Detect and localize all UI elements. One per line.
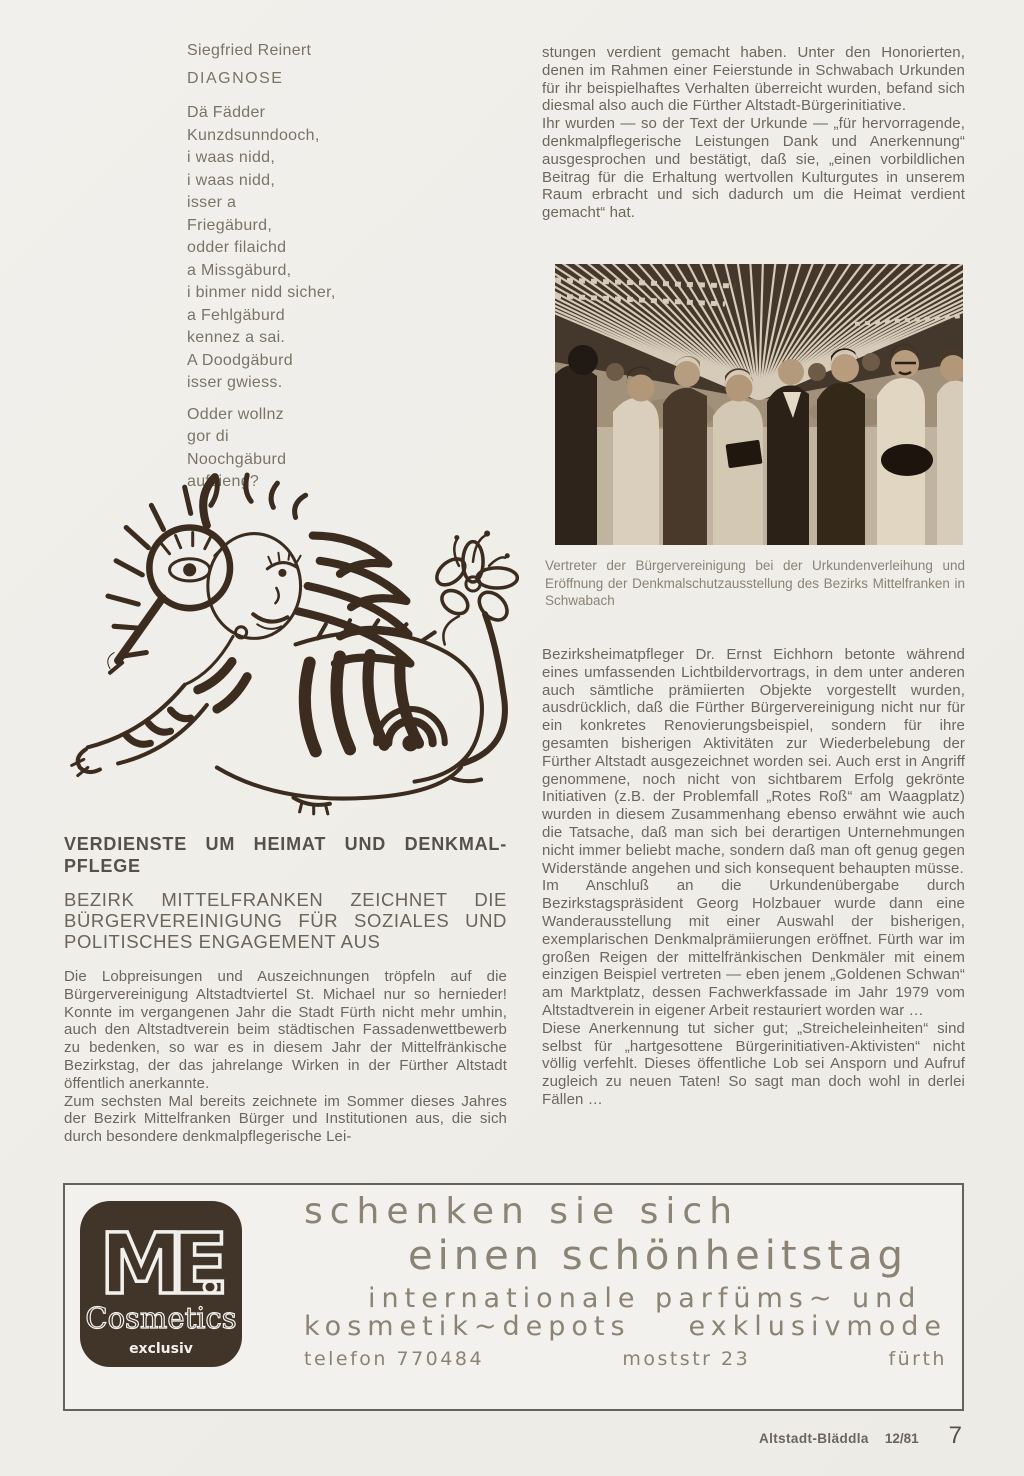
poem-line: isser gwiess. (187, 374, 283, 391)
ad-headline-line2: einen schönheitstag (408, 1233, 908, 1279)
ceremony-photo (555, 264, 963, 545)
cosmetics-advertisement (63, 1183, 964, 1411)
left-column-body (64, 968, 507, 1146)
article-paragraph: Im Anschluß an die Urkundenübergabe durch Bezirkstagspräsident Georg Holzbauer wurde dann eine Wanderausstellung mit einer Auswahl der bisherigen, exemplarischen Denkmalprämiierungen eröffnet. Fürth war im großen Reigen der mittelfränkischen Denkmäler mit einem einzigen Beispiel vertreten — eben jenem „Goldenen Schwan“ am Marktplatz, dessen Fachwerkfassade im Jahr 1979 vom Altstadtverein in eigener Arbeit restauriert worden war … (542, 877, 965, 1019)
poem-line: Dä Fädder (187, 104, 266, 121)
logo-monogram: ME (99, 1215, 217, 1313)
ad-city: fürth (888, 1348, 947, 1370)
article-heading (64, 833, 507, 877)
poem-line: a Missgäburd, (187, 261, 292, 279)
page-number: 7 (948, 1422, 962, 1449)
poem-line: i waas nidd, (187, 149, 276, 166)
issue-number: 12/81 (884, 1431, 919, 1446)
ad-subheadline: internationale parfüms~ und (368, 1283, 922, 1314)
poem-line: Noochgäburd (187, 450, 287, 468)
poem-line: kennez a sai. (187, 329, 286, 346)
poem-line: A Doodgäburd (187, 351, 293, 369)
poem-diagnose (187, 40, 517, 494)
article-paragraph: Die Lobpreisungen und Auszeichnungen tröpfeln auf die Bürgervereinigung Altstadtviertel St. Michael nur so hernieder! Konnte im vergangenen Jahr die Stadt Fürth nicht mehr umhin, auch den Altstadtverein beim städtischen Fassadenwettbewerb zu bedenken, so war es in diesem Jahr der Mittelfränkische Bezirkstag, der das jahrelange Wirken in der Fürther Altstadt öffentlich anerkannte. (64, 968, 507, 1092)
ad-category-right: exklusivmode (688, 1311, 947, 1342)
ad-contact-row (304, 1348, 947, 1370)
ad-street: moststr 23 (622, 1348, 751, 1370)
me-cosmetics-logo (80, 1201, 242, 1367)
poem-line: i binmer nidd sicher, (187, 284, 336, 301)
poem-title: DIAGNOSE (187, 69, 284, 87)
article-paragraph: Bezirksheimatpfleger Dr. Ernst Eichhorn betonte während eines umfassenden Lichtbildervortrags, in dem unter anderen auch sämtliche prämiierten Objekte vorgestellt wurden, ausdrücklich, daß die Fürther Bürgervereinigung nicht nur für ein konkretes Renovierungsbeispiel, sondern für ihre gesamten bisherigen Aktivitäten zur Wiederbelebung der Fürther Altstadt ausgezeichnet worden sei. Auch erst in Angriff genommene, noch nicht von sichtbarem Erfolg gekrönte Initiativen (z.B. der Problemfall „Rotes Roß“ am Waagplatz) wurden in diesem Zusammenhang ebenso erwähnt wie auch die Tatsache, daß man sich bei derartigen Unternehmungen nicht immer beliebt mache, sondern daß man oft genug gegen Widerstände angehen und sich konsequent behaupten müsse. (542, 646, 965, 877)
poem-line: Kunzdsunndooch, (187, 126, 320, 144)
article-paragraph: Ihr wurden — so der Text der Urkunde — „für hervorragende, denkmalpflegerische Leistungen Dank und Anerkennung“ ausgesprochen und bestätigt, daß sie, „einen vorbildlichen Beitrag für die Erhaltung wertvollen Kulturgutes in unserem Raum erbracht und sich dadurch um die Heimat verdient gemacht“ hat. (542, 115, 965, 222)
article-paragraph: stungen verdient gemacht haben. Unter den Honorierten, denen im Rahmen einer Feierstunde in Schwabach Urkunden für ihr beispielhaftes Verhalten überreicht wurden, befand sich diesmal also auch die Fürther Altstadt-Bürgerinitiative. (542, 44, 965, 115)
ad-headline-line1: schenken sie sich (304, 1191, 740, 1232)
poem-line: i waas nidd, (187, 171, 276, 189)
poem-author: Siegfried Reinert (187, 42, 312, 59)
article-heading-line: PFLEGE (64, 856, 141, 876)
creature-drawing-graphic (55, 465, 525, 833)
poem-line: Odder wollnz (187, 405, 284, 423)
poem-stanza-1 (187, 102, 517, 395)
photo-caption: Vertreter der Bürgervereinigung bei der Urkundenverleihung und Eröffnung der Denkmalschutzausstellung des Bezirks Mittelfranken in Schwabach (545, 558, 965, 608)
right-column-bottom (542, 646, 965, 1109)
left-article (64, 833, 507, 1146)
article-subheading-line: POLITISCHES ENGAGEMENT AUS (64, 931, 381, 952)
poem-line: odder filaichd (187, 239, 287, 256)
article-heading-line: VERDIENSTE UM HEIMAT UND DENKMAL- (64, 834, 507, 854)
logo-brand: Cosmetics (85, 1301, 237, 1335)
right-column-top (542, 44, 965, 222)
poem-line: aufzieng? (187, 473, 260, 490)
article-paragraph: Zum sechsten Mal bereits zeichnete im Sommer dieses Jahres der Bezirk Mittelfranken Bürger und Institutionen aus, die sich durch besondere denkmalpflegerische Lei- (64, 1092, 507, 1146)
magazine-name: Altstadt-Bläddla (758, 1431, 869, 1446)
logo-tagline: exclusiv (129, 1341, 193, 1357)
poem-line: Friegäburd, (187, 216, 273, 234)
ceremony-photo-graphic (555, 264, 963, 545)
page-footer (759, 1422, 962, 1450)
poem-line: isser a (187, 194, 237, 211)
ad-phone: telefon 770484 (304, 1348, 485, 1370)
poem-line: a Fehlgäburd (187, 306, 285, 324)
me-cosmetics-logo-graphic (80, 1201, 242, 1367)
article-paragraph: Diese Anerkennung tut sicher gut; „Streicheleinheiten“ sind selbst für „hartgesottene Bürgerinitiativen-Aktivisten“ nicht völlig verfehlt. Dieses öffentliche Lob sei Ansporn und Aufruf zugleich zu neuen Taten! So sagt man doch wohl in derlei Fällen … (542, 1019, 965, 1108)
creature-illustration (55, 465, 525, 833)
poem-line: gor di (187, 428, 229, 445)
article-subheading (64, 889, 507, 952)
ad-category-left: kosmetik~depots (304, 1311, 631, 1342)
article-subheading-line: BEZIRK MITTELFRANKEN ZEICHNET DIE (64, 889, 507, 910)
article-subheading-line: BÜRGERVEREINIGUNG FÜR SOZIALES UND (64, 910, 507, 931)
